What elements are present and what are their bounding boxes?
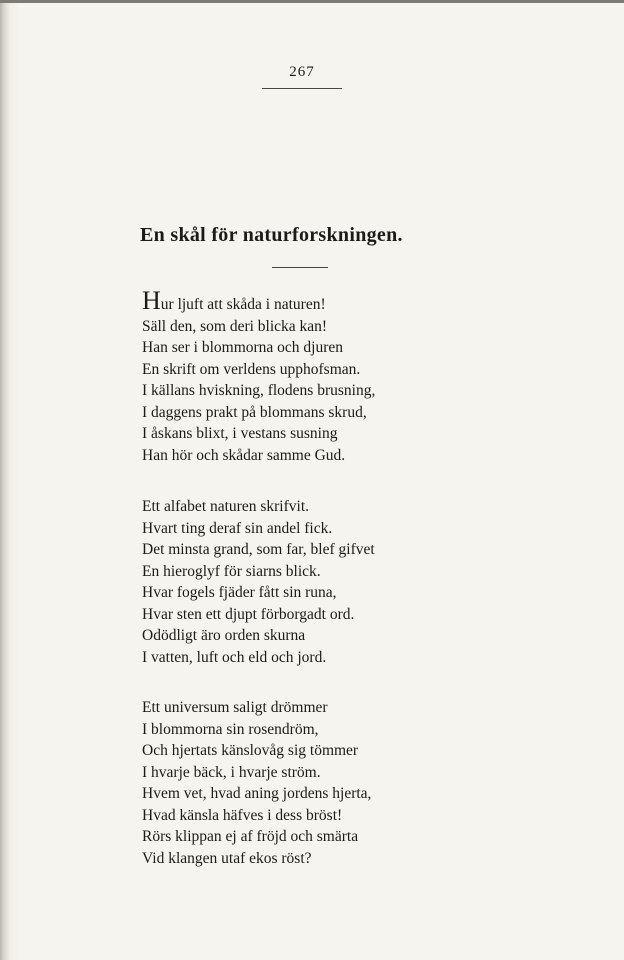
poem-line: Säll den, som deri blicka kan! xyxy=(142,317,328,335)
poem-line: En skrift om verldens upphofsman. xyxy=(142,360,361,378)
poem-line: Hvem vet, hvad aning jordens hjerta, xyxy=(142,785,372,802)
drop-cap: H xyxy=(142,286,161,315)
first-line-text: ur ljuft att skåda i naturen! xyxy=(160,296,326,313)
poem-line: I hvarje bäck, i hvarje ström. xyxy=(142,763,321,781)
title-rule xyxy=(272,267,328,268)
poem-line: I åskans blixt, i vestans susning xyxy=(142,425,338,442)
poem-line: I vatten, luft och eld och jord. xyxy=(142,648,327,666)
poem-title: En skål för naturforskningen. xyxy=(140,224,403,246)
poem-line: Ett alfabet naturen skrifvit. xyxy=(142,498,309,515)
poem-line: Ett universum saligt drömmer xyxy=(142,699,328,716)
poem-line: Hvart ting deraf sin andel fick. xyxy=(142,519,333,537)
page-top-edge xyxy=(0,0,624,3)
stanza-3 xyxy=(142,697,371,869)
poem-line: Odödligt äro orden skurna xyxy=(142,627,306,644)
page-number: 267 xyxy=(289,64,315,80)
poem-line: I blommorna sin rosendröm, xyxy=(142,720,319,738)
stanza-1 xyxy=(142,286,376,466)
poem-line: Rörs klippan ej af fröjd och smärta xyxy=(142,828,359,845)
poem-line: Det minsta grand, som far, blef gifvet xyxy=(142,541,375,558)
poem-line: Hvar fogels fjäder fått sin runa, xyxy=(142,584,337,601)
poem-line: Vid klangen utaf ekos röst? xyxy=(142,849,312,867)
poem-line: Hvad känsla häfves i dess bröst! xyxy=(142,806,343,824)
poem-line: I källans hviskning, flodens brusning, xyxy=(142,382,376,399)
poem-line: En hieroglyf för siarns blick. xyxy=(142,562,321,580)
poem-line: Och hjertats känslovåg sig tömmer xyxy=(142,742,359,759)
stanza-2 xyxy=(142,496,375,668)
poem-line: Han ser i blommorna och djuren xyxy=(142,339,344,356)
poem-line: Hvar sten ett djupt förborgadt ord. xyxy=(142,605,355,623)
poem-line: I daggens prakt på blommans skrud, xyxy=(142,403,367,421)
poem-line: Han hör och skådar samme Gud. xyxy=(142,446,346,464)
poem-line xyxy=(142,286,375,316)
page-number-rule xyxy=(262,88,342,89)
